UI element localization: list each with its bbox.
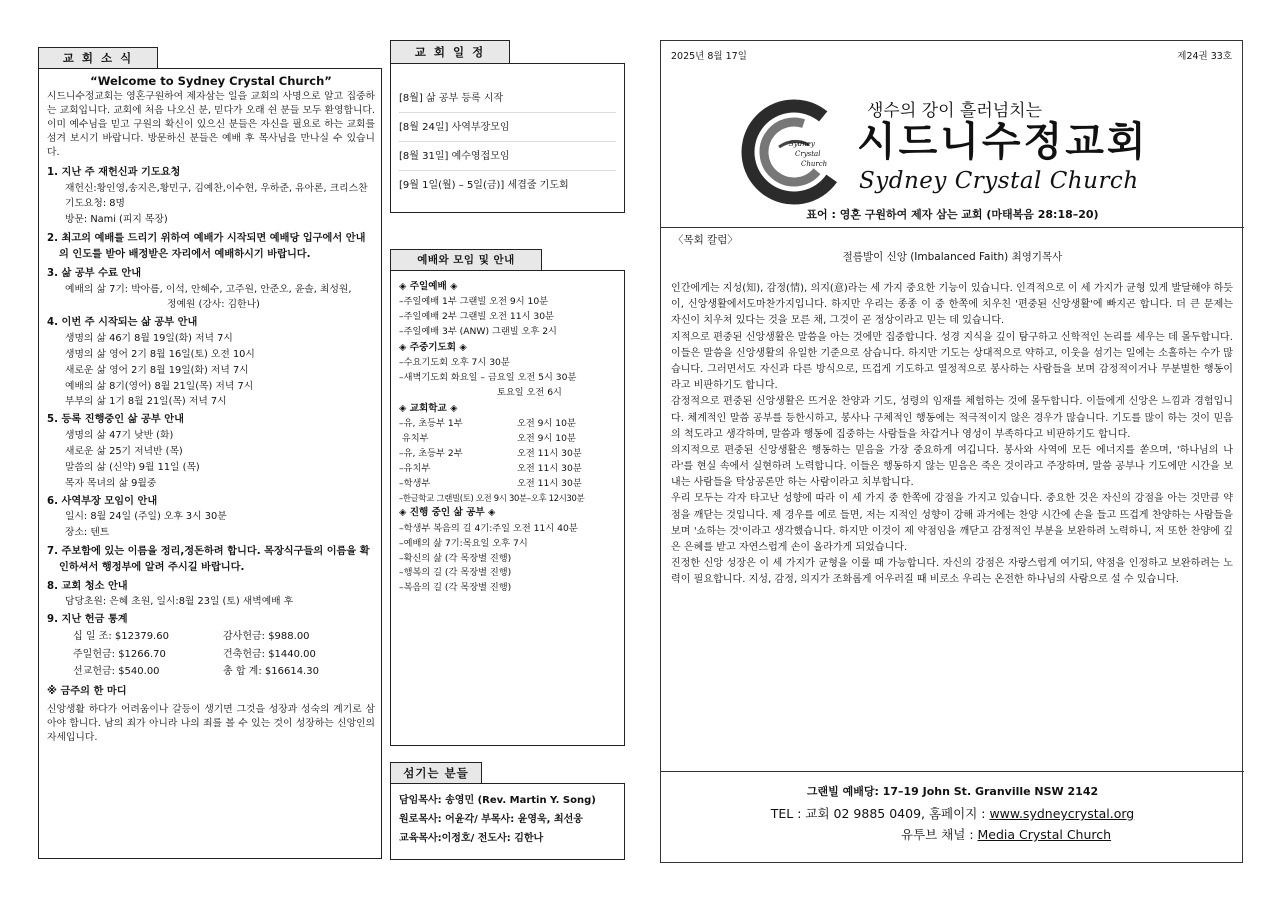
study-1: –학생부 복음의 길 4기:주일 오전 11시 40분: [399, 522, 578, 534]
worship-heading-prayer: ◈ 주중기도회 ◈: [399, 342, 467, 354]
column-paragraph-5: 우리 모두는 각자 타고난 성향에 따라 이 세 가지 중 한쪽에 강점을 가지고 있습니다. 중요한 것은 자신의 강점을 아는 것만큼 약점을 깨닫는 것입니다. 제 경우를 예로 들면, 저는 지적인 성향이 강해 과거에는 찬양 시간에 손을 들고 뜨겁게 찬양하는 사람들을 보며 '쇼하는 것'이라고 생각했습니다. 하지만 이것이 제 약점임을 깨닫고 감정적인 부분을 보완하려 노력하니, 저 또한 찬양에 깊은 은혜를 받고 자연스럽게 손이 올라가게 되었습니다.: [671, 493, 1233, 553]
section-8-line-1: 담당초원: 은혜 초원, 일시:8월 23일 (토) 새벽예배 후: [65, 596, 294, 608]
section-8-title: 8. 교회 청소 안내: [47, 580, 128, 592]
logo-text-1: Sydney: [789, 140, 815, 148]
section-5-line-3: 말씀의 삶 (신약) 9월 11일 (목): [65, 461, 200, 473]
prayer-saturday: 토요일 오전 6시: [497, 387, 562, 399]
section-1-title: 1. 지난 주 재헌신과 기도요청: [47, 166, 181, 178]
offering-thanks: 감사헌금: $988.00: [223, 631, 310, 643]
logo-text-2: Crystal: [795, 150, 821, 158]
school-row-5: [399, 477, 620, 492]
section-4-line-3: 새로운 삶 영어 2기 8월 19일(화) 저녁 7시: [65, 364, 249, 376]
study-5: –복음의 길 (각 목장별 진행): [399, 582, 512, 594]
offering-table: [47, 628, 375, 681]
footer-tel-text: TEL : 교회 02 9885 0409, 홈페이지 :: [770, 806, 990, 821]
school-row-4-time: 오전 11시 30분: [517, 463, 582, 475]
study-2: –예배의 삶 7기:목요일 오후 7시: [399, 537, 528, 549]
schedule-tab: 교 회 일 정: [390, 40, 510, 64]
servant-education: 교육목사:이정호/ 전도사: 김한나: [399, 833, 544, 844]
section-6-line-2: 장소: 텐트: [65, 527, 110, 539]
column-paragraph-6: 진정한 신앙 성장은 이 세 가지가 균형을 이룰 때 가능합니다. 자신의 강점은 자랑스럽게 여기되, 약점을 인정하고 보완하려는 노력이 필요합니다. 지성, 감정, 의지가 조화롭게 어우러질 때 비로소 우리는 온전한 하나님의 사람으로 설 수 있습니다.: [671, 558, 1233, 586]
church-name-ko: 시드니수정교회: [857, 119, 1149, 165]
footer-tel: [661, 805, 1244, 823]
servants-box: [390, 783, 625, 860]
news-tab: 교 회 소 식: [38, 47, 158, 69]
section-9-title: 9. 지난 헌금 통계: [47, 614, 128, 626]
word-text: 신앙생활 하다가 어려움이나 갈등이 생기면 그것을 성장과 성숙의 계기로 삼아야 합니다. 남의 죄가 아니라 나의 죄를 볼 수 있는 것이 성장하는 신앙인의 자세입니다.: [47, 704, 375, 744]
school-row-2-time: 오전 9시 10분: [517, 433, 576, 445]
prayer-wednesday: –수요기도회 오후 7시 30분: [399, 357, 510, 369]
school-korean: –한글학교 그랜빌(토) 오전 9시 30분–오후 12시30분: [399, 492, 585, 503]
section-5-line-4: 목자 목녀의 삶 9월중: [65, 477, 157, 489]
servant-senior-pastor: 담임목사: 송영민 (Rev. Martin Y. Song): [399, 795, 596, 806]
issue-volume: 제24권 33호: [1177, 51, 1232, 62]
section-4-line-2: 생명의 삶 영어 2기 8월 16일(토) 오전 10시: [65, 348, 255, 360]
column-body: [671, 281, 1233, 589]
section-7-title: 7. 주보함에 있는 이름을 정리,정돈하려 합니다. 목장식구들의 이름을 확인하셔서 행정부에 알려 주시길 바랍니다.: [47, 546, 370, 574]
study-4: –행복의 길 (각 목장별 진행): [399, 567, 512, 579]
website-link[interactable]: www.sydneycrystal.org: [989, 806, 1135, 821]
servants-tab: 섬기는 분들: [390, 762, 482, 784]
section-4-line-4: 예배의 삶 8기(영어) 8월 21일(목) 저녁 7시: [65, 380, 254, 392]
column-paragraph-1: 인간에게는 지성(知), 감정(情), 의지(意)라는 세 가지 중요한 기능이 있습니다. 인격적으로 이 세 가지가 균형 있게 발달해야 하듯이, 신앙생활에서도마찬가지입니다. 하지만 우리는 종종 이 중 한쪽에 치우친 '편중된 신앙생활'에 빠지곤 합니다. 더 큰 문제는 자신이 치우쳐 있다는 것을 모른 채, 그것이 곧 정상이라고 믿는 데 있습니다.: [671, 283, 1233, 327]
schedule-box: [390, 63, 625, 213]
school-row-2-name: 유치부: [399, 433, 429, 445]
crystal-logo-icon: [739, 97, 849, 207]
section-5-line-1: 생명의 삶 47기 낮반 (화): [65, 430, 174, 442]
worship-sunday-1: –주일예배 1부 그랜빌 오전 9시 10분: [399, 296, 549, 308]
worship-heading-sunday: ◈ 주일예배 ◈: [399, 281, 458, 292]
worship-tab: 예배와 모임 및 안내: [390, 249, 542, 271]
school-row-5-time: 오전 11시 30분: [517, 477, 582, 489]
school-row-2: [399, 432, 620, 447]
section-3-line-2: 정예원 (강사: 김한나): [167, 299, 260, 311]
section-5-title: 5. 등록 진행중인 삶 공부 안내: [47, 414, 184, 426]
offering-mission: 선교헌금: $540.00: [73, 666, 160, 678]
news-box: [38, 68, 382, 859]
school-row-5-name: –학생부: [399, 477, 431, 489]
school-row-4: [399, 462, 620, 477]
section-3-title: 3. 삶 공부 수료 안내: [47, 267, 142, 279]
issue-date: 2025년 8월 17일: [671, 51, 747, 62]
worship-sunday-3: –주일예배 3부 (ANW) 그랜빌 오후 2시: [399, 326, 557, 338]
school-row-1-time: 오전 9시 10분: [517, 418, 576, 430]
prayer-dawn: –새벽기도회 화요일 – 금요일 오전 5시 30분: [399, 372, 577, 384]
school-row-3: [399, 447, 620, 462]
section-6-title: 6. 사역부장 모임이 안내: [47, 495, 158, 507]
footer-youtube: [901, 826, 1111, 844]
worship-box: [390, 270, 625, 746]
section-4-line-1: 생명의 삶 46기 8월 19일(화) 저녁 7시: [65, 333, 233, 345]
schedule-item-4: [9월 1일(월) – 5일(금)] 세겹줄 기도회: [399, 180, 569, 191]
school-row-3-name: –유, 초등부 2부: [399, 448, 463, 460]
column-paragraph-3: 감정적으로 편중된 신앙생활은 뜨거운 찬양과 기도, 성령의 임재를 체험하는 것에 몰두합니다. 이들에게 신앙은 느낌과 경험입니다. 체계적인 말씀 공부를 등한시하고, 봉사나 구체적인 행동에는 적극적이지 않은 경우가 많습니다. 기도를 많이 하는 것이 믿음의 척도라고 생각하며, 말씀과 행동에 집중하는 사람들을 차갑거나 영성이 부족하다고 비판하기도 합니다.: [671, 396, 1233, 440]
worship-sunday-2: –주일예배 2부 그랜빌 오전 11시 30분: [399, 311, 554, 323]
offering-tithe: 십 일 조: $12379.60: [73, 631, 169, 643]
offering-total: 총 합 계: $16614.30: [223, 666, 319, 678]
schedule-item-3: [8월 31일] 예수영접모임: [399, 142, 616, 171]
section-4-line-5: 부부의 삶 1기 8월 21일(목) 저녁 7시: [65, 396, 227, 408]
section-1-line-2: 기도요청: 8명: [65, 198, 125, 210]
study-3: –확신의 삶 (각 목장별 진행): [399, 552, 512, 564]
column-label: 〈목회 칼럼〉: [673, 234, 738, 246]
section-6-line-1: 일시: 8월 24일 (주일) 오후 3시 30분: [65, 511, 227, 523]
worship-heading-study: ◈ 진행 중인 삶 공부 ◈: [399, 507, 496, 519]
schedule-item-1: [8월] 삶 공부 등록 시작: [399, 84, 616, 113]
youtube-link[interactable]: Media Crystal Church: [977, 827, 1112, 842]
column-paragraph-4: 의지적으로 편중된 신앙생활은 행동하는 믿음을 가장 중요하게 여깁니다. 봉사와 사역에 모든 에너지를 쏟으며, '하나님의 나라'를 현실 속에서 실현하려 노력합니다. 이들은 행동하지 않는 믿음은 죽은 것이라고 주장하며, 말씀 공부나 기도에만 시간을 보내는 사람들을 탁상공론만 하는 사람이라고 치부합니다.: [671, 444, 1233, 489]
church-logo: [739, 97, 849, 207]
section-1-line-1: 재헌신:황인영,송지은,황민구, 김예찬,이수현, 우하준, 유아론, 크리스찬: [65, 182, 368, 194]
servant-emeritus: 원로목사: 어윤각/ 부목사: 윤영욱, 최선웅: [399, 814, 583, 825]
offering-building: 건축헌금: $1440.00: [223, 648, 316, 660]
motto: 표어 : 영혼 구원하여 제자 삼는 교회 (마태복음 28:18–20): [806, 208, 1099, 221]
church-name-en: Sydney Crystal Church: [859, 168, 1139, 194]
section-5-line-2: 새로운 삶 25기 저녁반 (목): [65, 445, 183, 457]
footer-youtube-text: 유투브 채널 :: [901, 827, 978, 842]
footer-divider: [661, 771, 1244, 772]
section-4-title: 4. 이번 주 시작되는 삶 공부 안내: [47, 317, 198, 329]
motto-divider: [661, 227, 1244, 228]
school-row-1: [399, 417, 620, 432]
section-3-line-1: 예배의 삶 7기: 박아름, 이석, 안혜수, 고주원, 안준오, 윤솔, 최성원,: [65, 283, 352, 295]
column-title: 절름발이 신앙 (Imbalanced Faith) 최영기목사: [842, 251, 1063, 263]
logo-text-3: Church: [801, 160, 828, 168]
slogan: 생수의 강이 흘러넘치는: [867, 101, 1043, 121]
schedule-item-2: [8월 24일] 사역부장모임: [399, 113, 616, 142]
school-row-1-name: –유, 초등부 1부: [399, 418, 463, 430]
welcome-text: 시드니수정교회는 영혼구원하여 제자삼는 일을 교회의 사명으로 알고 집중하는 교회입니다. 교회에 처음 나오신 분, 믿다가 오래 쉰 분들 모두 환영합니다. 이미 예수님을 믿고 구원의 확신이 있으신 분들은 자신을 필요로 하는 교회를 섬겨 보시기 바랍니다. 방문하신 분들은 예배 후 목사님을 만나실 수 있습니다.: [47, 91, 375, 158]
welcome-title: “Welcome to Sydney Crystal Church”: [90, 74, 332, 88]
cover-box: [660, 40, 1243, 863]
section-1-line-3: 방문: Nami (피지 목장): [65, 214, 168, 226]
worship-heading-school: ◈ 교회학교 ◈: [399, 403, 458, 415]
school-row-3-time: 오전 11시 30분: [517, 448, 582, 460]
school-row-4-name: –유치부: [399, 463, 431, 475]
word-title: ※ 금주의 한 마디: [47, 685, 127, 697]
section-2-title: 2. 최고의 예배를 드리기 위하여 예배가 시작되면 예배당 입구에서 안내의 인도를 받아 배정받은 자리에서 예배하시기 바랍니다.: [47, 233, 366, 261]
footer-address: 그랜빌 예배당: 17–19 John St. Granville NSW 2142: [806, 785, 1099, 798]
offering-sunday: 주일헌금: $1266.70: [73, 648, 166, 660]
column-paragraph-2: 지적으로 편중된 신앙생활은 말씀을 아는 것에만 집중합니다. 성경 지식을 깊이 탐구하고 신학적인 논리를 세우는 데 몰두합니다. 이들은 말씀을 신앙생활의 유일한 기준으로 삼습니다. 하지만 기도는 상대적으로 약하고, 이웃을 섬기는 일에는 소홀하는 수가 많습니다. 그러면서도 자신과 다른 방식으로, 뜨겁게 기도하고 열정적으로 봉사하는 사람들을 보며 감정적이거나 무분별한 행동이라고 비판하기도 합니다.: [671, 331, 1233, 392]
